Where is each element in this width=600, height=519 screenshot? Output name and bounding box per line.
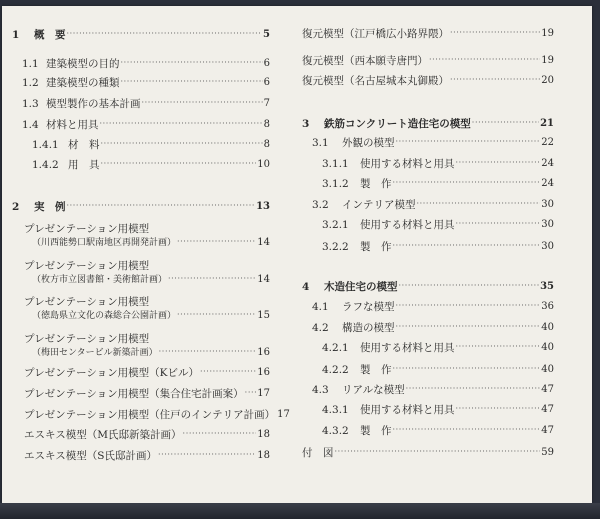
toc-section-number: 3.1.2: [322, 178, 349, 190]
toc-entry-title: プレゼンテーション用模型: [24, 333, 150, 345]
toc-page-number: 7: [263, 98, 270, 109]
toc-entry-title: プレゼンテーション用模型: [24, 260, 150, 272]
toc-page-number: 40: [541, 322, 554, 333]
toc-section-number: 4.2: [312, 322, 329, 334]
toc-entry-title: 使用する材料と用具: [360, 404, 455, 416]
toc-entry-title: プレゼンテーション用模型（集合住宅計画案）: [24, 388, 244, 400]
toc-entry-row: [302, 339, 554, 355]
toc-section-number: 1.4.2: [32, 159, 59, 171]
toc-entry-row: [302, 444, 554, 460]
toc-entry-row: [302, 298, 554, 314]
toc-leader-dots: [67, 199, 256, 213]
toc-leader-dots: [200, 365, 256, 379]
toc-section-number: 4.1: [312, 301, 329, 313]
toc-entry-title: 材 料: [68, 139, 100, 151]
toc-leader-dots: [177, 235, 256, 249]
toc-entry-row: [2, 385, 270, 401]
toc-entry-title: （川西能勢口駅南地区再開発計画）: [32, 238, 177, 248]
toc-entry-title: インテリア模型: [342, 199, 416, 211]
toc-page-number: 16: [257, 347, 270, 358]
toc-page-number: 15: [257, 310, 270, 321]
toc-page-number: 20: [541, 75, 554, 86]
page-bottom-edge: [0, 503, 600, 519]
toc-leader-dots: [101, 137, 263, 151]
toc-entry-row: [302, 361, 554, 377]
toc-entry-row: [302, 196, 554, 212]
toc-entry-title: 製 作: [360, 241, 392, 253]
toc-entry-row: [302, 238, 554, 254]
toc-leader-dots: [159, 345, 257, 359]
toc-page-number: 10: [257, 159, 270, 170]
toc-entry-row: [302, 175, 554, 191]
toc-section-number: 1: [12, 29, 20, 41]
book-page: [2, 6, 592, 503]
toc-section-number: 1.4.1: [32, 139, 59, 151]
toc-page-number: 30: [541, 219, 554, 230]
toc-section-number: 3.2.2: [322, 241, 349, 253]
toc-chapter-row: [302, 278, 554, 294]
toc-leader-dots: [396, 320, 541, 334]
toc-entry-title: 構造の模型: [342, 322, 395, 334]
toc-entry-title: 復元模型（名古屋城本丸御殿）: [302, 75, 449, 87]
toc-entry-row: [2, 234, 270, 250]
toc-section-number: 4.3.2: [322, 425, 349, 437]
toc-leader-dots: [456, 340, 541, 354]
toc-leader-dots: [417, 197, 541, 211]
toc-leader-dots: [393, 176, 541, 190]
toc-chapter-row: [302, 115, 554, 131]
toc-entry-title: 鉄筋コンクリート造住宅の模型: [324, 118, 471, 130]
toc-page-number: 19: [541, 28, 554, 39]
toc-page-number: 24: [541, 178, 554, 189]
toc-entry-row: [302, 52, 554, 68]
toc-leader-dots: [177, 308, 256, 322]
toc-section-number: 1.2: [22, 77, 39, 89]
toc-entry-title: 外観の模型: [342, 137, 395, 149]
toc-entry-row: [302, 401, 554, 417]
toc-leader-dots: [456, 156, 541, 170]
toc-leader-dots: [121, 75, 263, 89]
toc-page-number: 47: [541, 425, 554, 436]
toc-page-number: 35: [540, 281, 554, 292]
toc-page-number: 30: [541, 199, 554, 210]
toc-leader-dots: [406, 382, 541, 396]
toc-page-number: 13: [256, 201, 270, 212]
toc-leader-dots: [183, 427, 257, 441]
toc-section-number: 4.3: [312, 384, 329, 396]
toc-entry-row: [2, 116, 270, 132]
toc-leader-dots: [450, 73, 540, 87]
toc-entry-title: 実 例: [34, 201, 66, 213]
toc-entry-row: [2, 271, 270, 287]
toc-leader-dots: [450, 26, 540, 40]
toc-entry-row: [2, 74, 270, 90]
toc-page-number: 40: [541, 364, 554, 375]
toc-page-number: 8: [263, 139, 270, 150]
toc-section-number: 1.4: [22, 119, 39, 131]
toc-leader-dots: [456, 402, 541, 416]
toc-entry-title: エスキス模型（S氏邸計画）: [24, 450, 157, 462]
toc-entry-row: [2, 156, 270, 172]
toc-chapter-row: [2, 26, 270, 42]
toc-entry-title: 製 作: [360, 364, 392, 376]
toc-entry-title: 製 作: [360, 178, 392, 190]
toc-entry-title: 建築模型の種類: [46, 77, 120, 89]
toc-entry-row: [302, 422, 554, 438]
toc-section-number: 1.3: [22, 98, 39, 110]
toc-entry-row: [302, 319, 554, 335]
toc-entry-title: 概 要: [34, 29, 66, 41]
toc-entry-row: [302, 25, 554, 41]
toc-entry-title: 使用する材料と用具: [360, 219, 455, 231]
toc-section-number: 4.3.1: [322, 404, 349, 416]
toc-leader-dots: [456, 217, 541, 231]
toc-leader-dots: [429, 53, 540, 67]
toc-page-number: 22: [541, 137, 554, 148]
toc-leader-dots: [101, 157, 257, 171]
toc-section-number: 3.2: [312, 199, 329, 211]
toc-section-number: 1.1: [22, 58, 39, 70]
toc-page-number: 18: [257, 450, 270, 461]
toc-entry-row: [2, 136, 270, 152]
toc-section-number: 3.1.1: [322, 158, 349, 170]
toc-entry-title: 使用する材料と用具: [360, 342, 455, 354]
toc-leader-dots: [100, 117, 263, 131]
toc-page-number: 17: [257, 388, 270, 399]
toc-page-number: 36: [541, 301, 554, 312]
toc-entry-row: [2, 364, 270, 380]
toc-entry-row: [302, 134, 554, 150]
toc-entry-title: 製 作: [360, 425, 392, 437]
toc-entry-title: プレゼンテーション用模型: [24, 223, 150, 235]
toc-entry-title: 用 具: [68, 159, 100, 171]
toc-leader-dots: [396, 135, 541, 149]
toc-entry-row: [2, 406, 290, 422]
toc-entry-title: 復元模型（江戸橋広小路界隈）: [302, 28, 449, 40]
toc-section-number: 3.1: [312, 137, 329, 149]
toc-page-number: 5: [263, 29, 270, 40]
toc-entry-title: （梅田センタービル新築計画）: [32, 348, 158, 358]
toc-page-number: 14: [257, 274, 270, 285]
toc-section-number: 4: [302, 281, 310, 293]
toc-entry-title: エスキス模型（M氏邸新築計画）: [24, 429, 182, 441]
toc-entry-title: プレゼンテーション用模型（住戸のインテリア計画）: [24, 409, 276, 421]
toc-entry-row: [2, 344, 270, 360]
toc-section-number: 4.2.1: [322, 342, 349, 354]
toc-leader-dots: [142, 96, 263, 110]
toc-entry-title: （枚方市立図書館・美術館計画）: [32, 275, 168, 285]
toc-page-number: 14: [257, 237, 270, 248]
toc-entry-title: 付 図: [302, 447, 334, 459]
toc-leader-dots: [335, 445, 541, 459]
toc-entry-title: リアルな模型: [342, 384, 405, 396]
toc-entry-title: （徳島県立文化の森総合公園計画）: [32, 311, 177, 321]
toc-leader-dots: [393, 423, 541, 437]
toc-page-number: 30: [541, 241, 554, 252]
toc-entry-title: 復元模型（西本願寺唐門）: [302, 55, 428, 67]
toc-page-number: 17: [277, 409, 290, 420]
toc-entry-title: 材料と用具: [46, 119, 99, 131]
toc-page-number: 59: [541, 447, 554, 458]
toc-leader-dots: [168, 272, 256, 286]
toc-leader-dots: [472, 116, 539, 130]
toc-section-number: 3: [302, 118, 310, 130]
toc-entry-title: プレゼンテーション用模型: [24, 296, 150, 308]
toc-section-number: 3.2.1: [322, 219, 349, 231]
toc-section-number: 4.2.2: [322, 364, 349, 376]
toc-page-number: 16: [257, 367, 270, 378]
toc-entry-title: プレゼンテーション用模型（Kビル）: [24, 367, 200, 379]
toc-entry-row: [302, 155, 554, 171]
toc-page-number: 18: [257, 429, 270, 440]
toc-leader-dots: [121, 56, 263, 70]
toc-entry-row: [2, 447, 270, 463]
toc-leader-dots: [245, 386, 257, 400]
toc-page-number: 6: [263, 77, 270, 88]
toc-entry-row: [302, 72, 554, 88]
toc-page-number: 19: [541, 55, 554, 66]
toc-page-number: 21: [540, 118, 554, 129]
toc-leader-dots: [396, 299, 541, 313]
toc-page-number: 40: [541, 342, 554, 353]
toc-entry-title: 建築模型の目的: [46, 58, 120, 70]
toc-leader-dots: [158, 448, 256, 462]
toc-page-number: 6: [263, 58, 270, 69]
toc-entry-title: 使用する材料と用具: [360, 158, 455, 170]
toc-entry-row: [302, 381, 554, 397]
toc-chapter-row: [2, 198, 270, 214]
toc-entry-row: [2, 426, 270, 442]
toc-entry-row: [2, 55, 270, 71]
toc-section-number: 2: [12, 201, 20, 213]
toc-entry-row: [2, 95, 270, 111]
toc-leader-dots: [393, 239, 541, 253]
toc-entry-title: ラフな模型: [342, 301, 395, 313]
toc-page-number: 8: [263, 119, 270, 130]
toc-leader-dots: [399, 279, 540, 293]
toc-entry-row: [302, 216, 554, 232]
toc-entry-title: 模型製作の基本計画: [46, 98, 141, 110]
toc-entry-row: [2, 307, 270, 323]
toc-page-number: 47: [541, 384, 554, 395]
toc-page-number: 24: [541, 158, 554, 169]
toc-page-number: 47: [541, 404, 554, 415]
toc-leader-dots: [393, 362, 541, 376]
toc-leader-dots: [67, 27, 263, 41]
toc-entry-title: 木造住宅の模型: [324, 281, 398, 293]
